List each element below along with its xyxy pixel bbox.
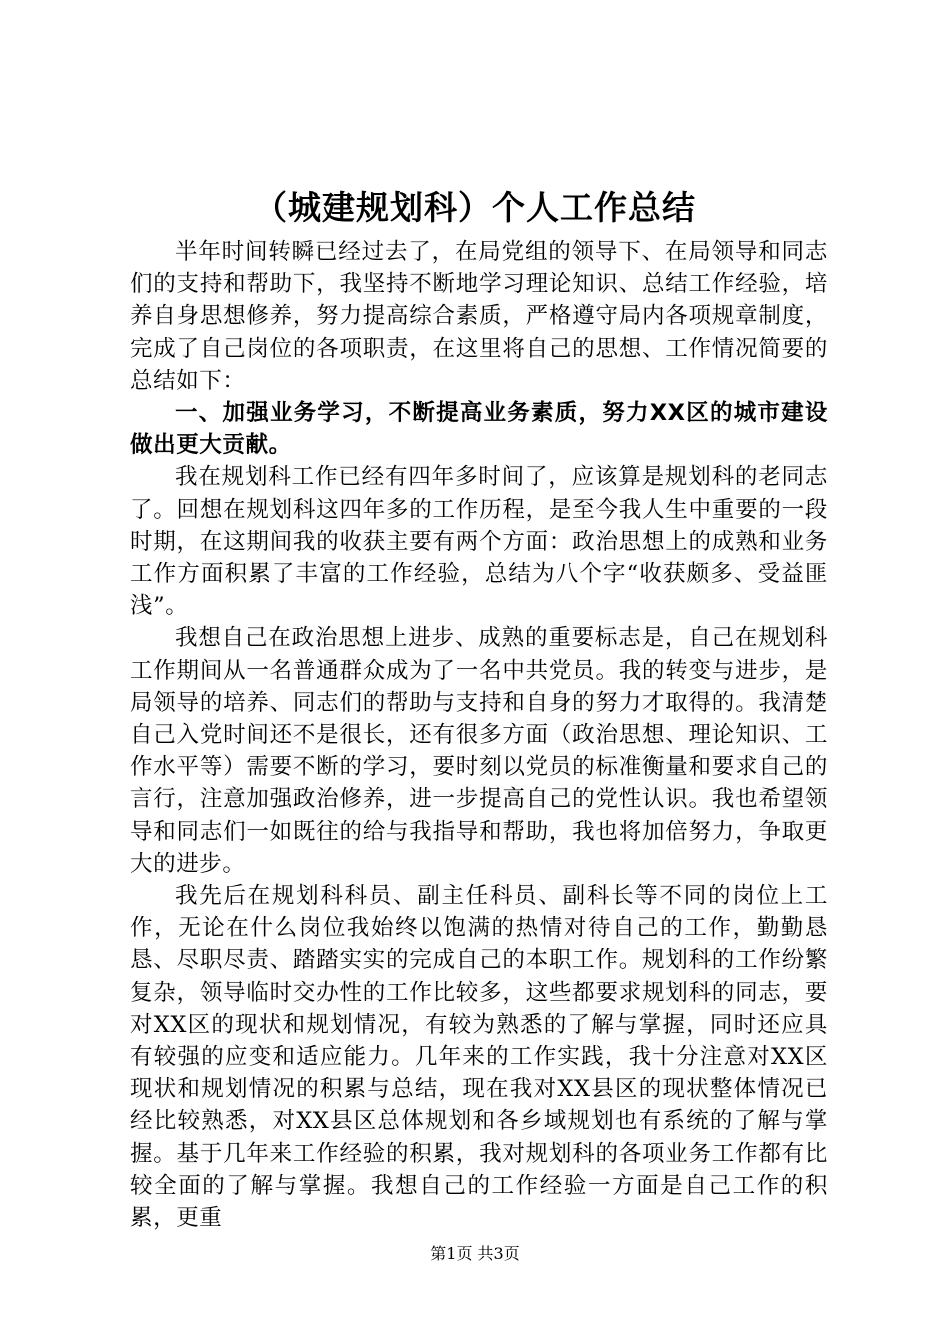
body-paragraph: 我先后在规划科科员、副主任科员、副科长等不同的岗位上工作，无论在什么岗位我始终以饱满的热情对待自己的工作，勤勤恳恳、尽职尽责、踏踏实实的完成自己的本职工作。规划科的工作纷繁复杂，领导临时交办性的工作比较多，这些都要求规划科的同志，要对XX区的现状和规划情况，有较为熟悉的了解与掌握，同时还应具有较强的应变和适应能力。几年来的工作实践，我十分注意对XX区现状和规划情况的积累与总结，现在我对XX县区的现状整体情况已经比较熟悉，对XX县区总体规划和各乡域规划也有系统的了解与掌握。基于几年来工作经验的积累，我对规划科的各项业务工作都有比较全面的了解与掌握。我想自己的工作经验一方面是自己工作的积累，更重 bbox=[130, 883, 828, 1232]
document-title: （城建规划科）个人工作总结 bbox=[254, 188, 696, 227]
intro-paragraph: 半年时间转瞬已经过去了，在局党组的领导下、在局领导和同志们的支持和帮助下，我坚持不断地学习理论知识、总结工作经验，培养自身思想修养，努力提高综合素质，严格遵守局内各项规章制度，完成了自己岗位的各项职责，在这里将自己的思想、工作情况简要的总结如下： bbox=[130, 239, 828, 394]
body-paragraph: 我想自己在政治思想上进步、成熟的重要标志是，自己在规划科工作期间从一名普通群众成为了一名中共党员。我的转变与进步，是局领导的培养、同志们的帮助与支持和自身的努力才取得的。我清楚自己入党时间还不是很长，还有很多方面（政治思想、理论知识、工作水平等）需要不断的学习，要时刻以党员的标准衡量和要求自己的言行，注意加强政治修养，进一步提高自己的党性认识。我也希望领导和同志们一如既往的给与我指导和帮助，我也将加倍努力，争取更大的进步。 bbox=[130, 625, 828, 877]
page-footer: 第1页 共3页 bbox=[430, 1244, 520, 1263]
document-body bbox=[130, 236, 828, 1234]
body-paragraph: 我在规划科工作已经有四年多时间了，应该算是规划科的老同志了。回想在规划科这四年多的工作历程，是至今我人生中重要的一段时期，在这期间我的收获主要有两个方面：政治思想上的成熟和业务工作方面积累了丰富的工作经验，总结为八个字“收获颇多、受益匪浅”。 bbox=[130, 464, 828, 620]
section-heading-1: 一、加强业务学习，不断提高业务素质，努力XX区的城市建设做出更大贡献。 bbox=[130, 400, 828, 459]
